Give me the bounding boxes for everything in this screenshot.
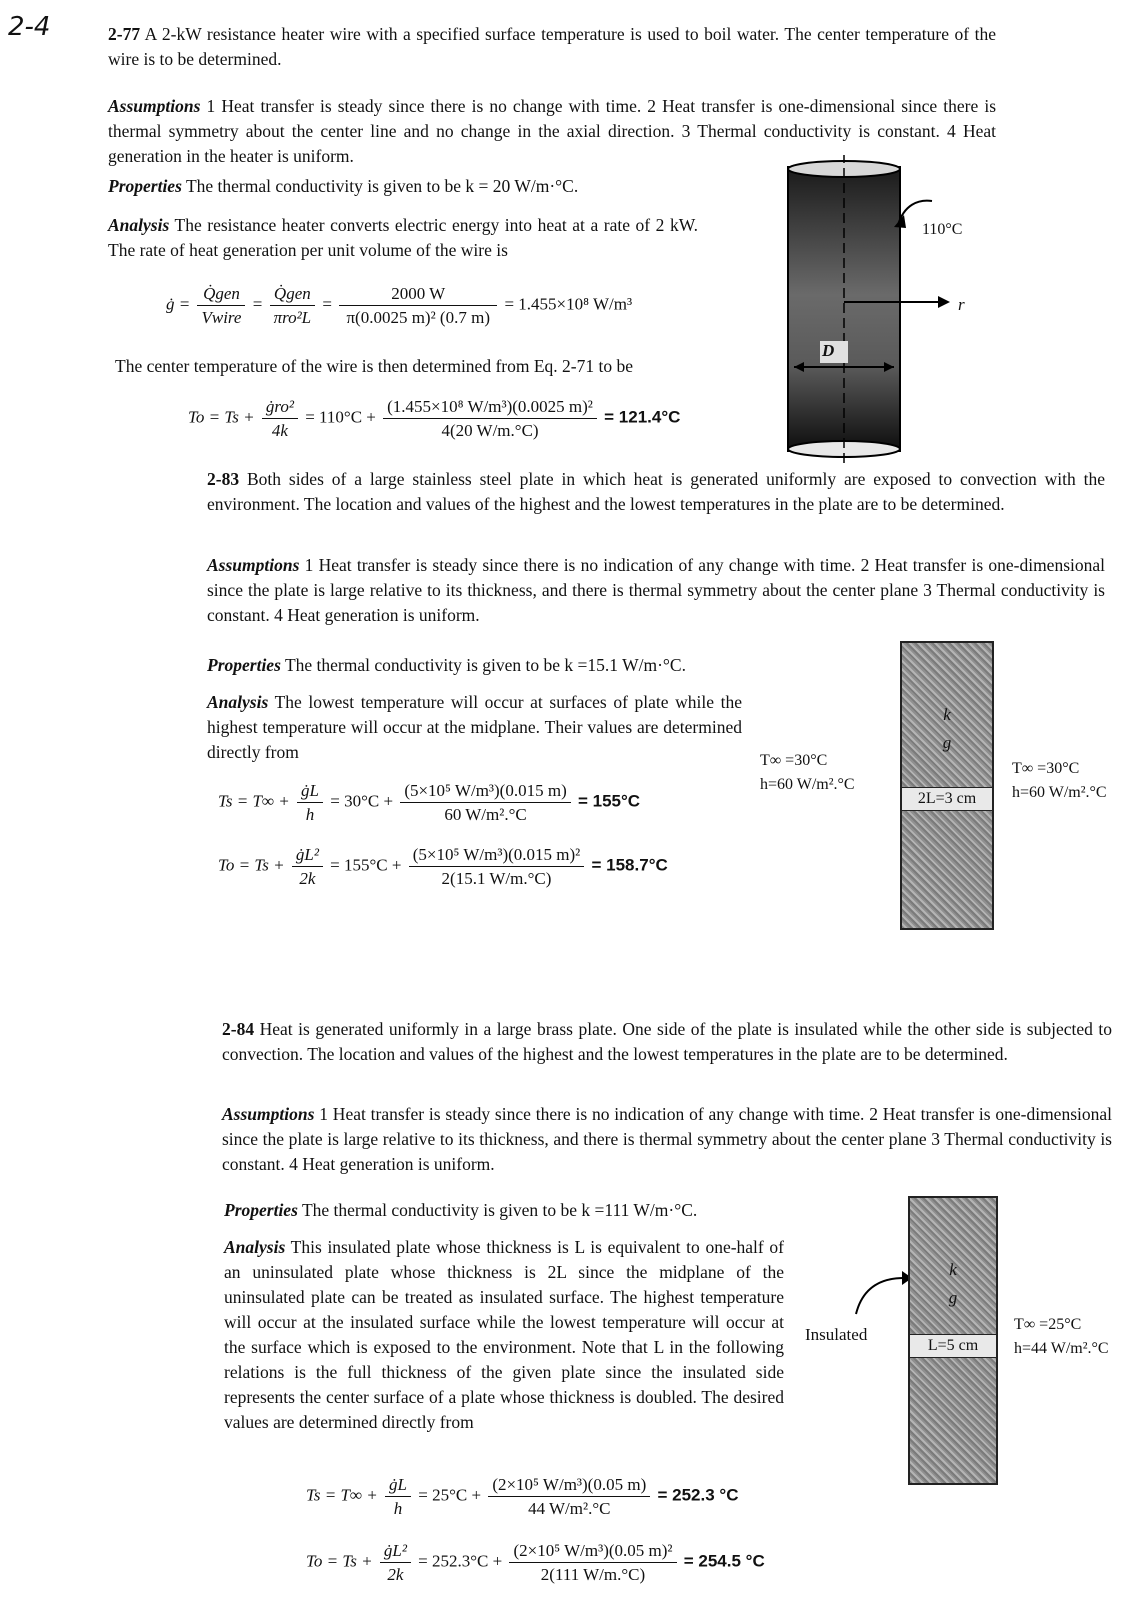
fraction: $\frac{\text{ġL²}}{2k}$ bbox=[292, 846, 323, 887]
r-axis-label: r bbox=[958, 295, 965, 314]
analysis-label: Analysis bbox=[224, 1237, 286, 1257]
assumptions-label: Assumptions bbox=[222, 1104, 315, 1124]
fraction: $\frac{\text{Q̇gen}}{\text{πro²L}}$ bbox=[270, 285, 316, 326]
wire-figure bbox=[780, 155, 1010, 465]
eq-result: = 158.7°C bbox=[591, 855, 668, 875]
fraction: $\frac{\text{(5×10⁵ W/m³)(0.015 m)}}{\text{60 W/m².°C}}$ bbox=[400, 782, 570, 823]
plate-thickness-label: L=5 cm bbox=[910, 1334, 996, 1358]
plate-thickness-label: 2L=3 cm bbox=[902, 787, 992, 811]
analysis-label: Analysis bbox=[108, 215, 170, 235]
properties-label: Properties bbox=[108, 176, 182, 196]
eq-lhs: Ts = T∞ + bbox=[306, 1485, 378, 1505]
right-ambient-temp: T∞ =30°C bbox=[1012, 760, 1080, 777]
insulated-label: Insulated bbox=[805, 1325, 868, 1344]
fraction: $\frac{ġL}{h}$ bbox=[297, 782, 323, 823]
properties-text: The thermal conductivity is given to be k = 20 W/m·°C. bbox=[185, 176, 579, 196]
fraction: $\frac{\text{(5×10⁵ W/m³)(0.015 m)²}}{2(15.1 W/m.^\circ C)}$ bbox=[409, 846, 585, 887]
stainless-plate bbox=[900, 641, 994, 930]
analysis-text: The lowest temperature will occur at surfaces of plate while the highest temperature will occur at the midplane. Their values are determined directly from bbox=[207, 692, 742, 762]
problem-2-83-analysis bbox=[207, 690, 742, 765]
properties-text: The thermal conductivity is given to be k =111 W/m·°C. bbox=[301, 1200, 698, 1220]
fraction: $\frac{2000 W}{\text{π(0.0025 m)² (0.7 m)}}$ bbox=[339, 285, 497, 326]
insulated-pointer-arrow bbox=[852, 1268, 912, 1318]
diameter-label: D bbox=[822, 341, 835, 360]
left-heat-transfer-coeff: h=60 W/m².°C bbox=[760, 776, 855, 793]
fraction: $\frac{\text{(2×10⁵ W/m³)(0.05 m)²}}{2(111 W/m.^\circ C)}$ bbox=[509, 1542, 676, 1583]
right-heat-transfer-coeff: h=60 W/m².°C bbox=[1012, 784, 1107, 801]
problem-2-84-analysis bbox=[224, 1235, 784, 1435]
problem-2-84-intro bbox=[222, 1017, 1112, 1067]
properties-label: Properties bbox=[224, 1200, 298, 1220]
problem-2-77-intro bbox=[108, 22, 996, 72]
eq-lhs: To = Ts + bbox=[188, 407, 255, 427]
brass-plate bbox=[908, 1196, 998, 1485]
conductivity-symbol: k bbox=[949, 1260, 957, 1279]
generation-symbol: g bbox=[948, 1288, 958, 1307]
eq-lhs: Ts = T∞ + bbox=[218, 791, 290, 811]
analysis-text: This insulated plate whose thickness is L is equivalent to one-half of an uninsulated plate whose thickness is 2L since the midplane of the uninsulated plate can be treated as insulated surface. The highest temperature will occur at the insulated surface while the lowest temperature will occur at the surface which is exposed to the environment. Note that L in the following relations is the full thickness of the given plate since the insulated side represents the center surface of a plate whose thickness is doubled. The desired values are determined directly from bbox=[224, 1237, 785, 1432]
problem-number: 2-84 bbox=[222, 1019, 255, 1039]
problem-statement: Heat is generated uniformly in a large brass plate. One side of the plate is insulated while the other side is subjected to convection. The location and values of the highest and the lowest temperatures in the plate are to be determined. bbox=[222, 1019, 1113, 1064]
fraction: $\frac{\text{(1.455×10⁸ W/m³)(0.0025 m)²}}{4(20 W/m.^\circ C)}$ bbox=[383, 398, 597, 439]
problem-number: 2-83 bbox=[207, 469, 240, 489]
problem-2-83-intro bbox=[207, 467, 1105, 517]
assumptions-text: 1 Heat transfer is steady since there is no indication of any change with time. 2 Heat transfer is one-dimensional since the plate is large relative to its thickness, and there is thermal symmetry about the center plane 3 Thermal conductivity is constant. 4 Heat generation is uniform. bbox=[207, 555, 1105, 625]
fraction: $\frac{\text{(2×10⁵ W/m³)(0.05 m)}}{\text{44 W/m².°C}}$ bbox=[488, 1476, 650, 1517]
eq-lhs: To = Ts + bbox=[306, 1551, 373, 1571]
generation-symbol: g bbox=[942, 733, 952, 752]
wire-cylinder-diagram bbox=[780, 155, 1010, 465]
analysis-text: The resistance heater converts electric energy into heat at a rate of 2 kW. The rate of heat generation per unit volume of the wire is bbox=[108, 215, 698, 260]
problem-2-83-properties bbox=[207, 653, 807, 678]
assumptions-label: Assumptions bbox=[108, 96, 201, 116]
equation-insulated-surface-temperature: To = Ts + $\frac{\text{ġL²}}{2k}$ = 252.3°C + $\frac{\text{(2×10⁵ W/m³)(0.05 m)²}}{2(111 W/m.^\circ C)}$ = 254.5 °C bbox=[306, 1541, 765, 1584]
problem-2-77-center-text: The center temperature of the wire is then determined from Eq. 2-71 to be bbox=[115, 356, 633, 376]
equation-center-temperature: To = Ts + $\frac{\text{ġro²}}{4k}$ = 110°C + $\frac{\text{(1.455×10⁸ W/m³)(0.0025 m)²}}{4(20 W/m.^\circ C)}$ = 121.4°C bbox=[188, 397, 681, 440]
problem-statement: A 2-kW resistance heater wire with a specified surface temperature is used to boil water. The center temperature of the wire is to be determined. bbox=[108, 24, 996, 69]
conductivity-symbol: k bbox=[943, 705, 951, 724]
problem-2-83-assumptions bbox=[207, 553, 1105, 628]
assumptions-text: 1 Heat transfer is steady since there is no indication of any change with time. 2 Heat transfer is one-dimensional since the plate is large relative to its thickness, and there is thermal symmetry about the center plane 3 Thermal conductivity is constant. 4 Heat generation is uniform. bbox=[222, 1104, 1113, 1174]
problem-2-84-properties bbox=[224, 1198, 824, 1223]
equation-heat-generation: ġ = $\frac{\text{Q̇gen}}{\text{Vwire}}$ = $\frac{\text{Q̇gen}}{\text{πro²L}}$ = $\frac{2000 W}{\text{π(0.0025 m)² (0.7 m)}}$ = 1.455×10⁸ W/m³ bbox=[166, 284, 633, 327]
left-ambient-temp: T∞ =30°C bbox=[760, 752, 828, 769]
properties-label: Properties bbox=[207, 655, 281, 675]
fraction: $\frac{\text{ġro²}}{4k}$ bbox=[262, 398, 298, 439]
problem-2-77-properties bbox=[108, 174, 788, 199]
equation-surface-temperature: Ts = T∞ + $\frac{ġL}{h}$ = 30°C + $\frac{\text{(5×10⁵ W/m³)(0.015 m)}}{\text{60 W/m².°C}}$ = 155°C bbox=[218, 781, 641, 824]
eq-result: = 1.455×10⁸ W/m³ bbox=[504, 294, 633, 314]
fraction: $\frac{ġL}{h}$ bbox=[385, 1476, 411, 1517]
eq-result: = 252.3 °C bbox=[657, 1485, 739, 1505]
fraction: $\frac{\text{Q̇gen}}{\text{Vwire}}$ bbox=[197, 285, 245, 326]
assumptions-label: Assumptions bbox=[207, 555, 300, 575]
problem-2-84-assumptions bbox=[222, 1102, 1112, 1177]
eq-result: = 121.4°C bbox=[604, 407, 681, 427]
problem-2-77-analysis bbox=[108, 213, 698, 263]
surface-temperature-label: 110°C bbox=[922, 221, 963, 238]
properties-text: The thermal conductivity is given to be k =15.1 W/m·°C. bbox=[284, 655, 686, 675]
right-ambient-temp: T∞ =25°C bbox=[1014, 1316, 1082, 1333]
eq-result: = 254.5 °C bbox=[683, 1551, 765, 1571]
arrow-head bbox=[938, 296, 950, 308]
eq-result: = 155°C bbox=[577, 791, 641, 811]
analysis-label: Analysis bbox=[207, 692, 269, 712]
page-tag: 2-4 bbox=[8, 12, 51, 42]
equation-surface-temperature: Ts = T∞ + $\frac{ġL}{h}$ = 25°C + $\frac{\text{(2×10⁵ W/m³)(0.05 m)}}{\text{44 W/m².°C}}$ = 252.3 °C bbox=[306, 1475, 739, 1518]
eq-lhs: To = Ts + bbox=[218, 855, 285, 875]
fraction: $\frac{\text{ġL²}}{2k}$ bbox=[380, 1542, 411, 1583]
assumptions-text: 1 Heat transfer is steady since there is no change with time. 2 Heat transfer is one-dimensional since there is thermal symmetry about the center line and no change in the axial direction. 3 Thermal conductivity is constant. 4 Heat generation in the heater is uniform. bbox=[108, 96, 997, 166]
equation-midplane-temperature: To = Ts + $\frac{\text{ġL²}}{2k}$ = 155°C + $\frac{\text{(5×10⁵ W/m³)(0.015 m)²}}{2(15.1 W/m.^\circ C)}$ = 158.7°C bbox=[218, 845, 668, 888]
problem-statement: Both sides of a large stainless steel plate in which heat is generated uniformly are exposed to convection with the environment. The location and values of the highest and the lowest temperatures in the plate are to be determined. bbox=[207, 469, 1106, 514]
right-heat-transfer-coeff: h=44 W/m².°C bbox=[1014, 1340, 1109, 1357]
problem-number: 2-77 bbox=[108, 24, 141, 44]
eq-lhs: ġ = bbox=[166, 294, 191, 314]
